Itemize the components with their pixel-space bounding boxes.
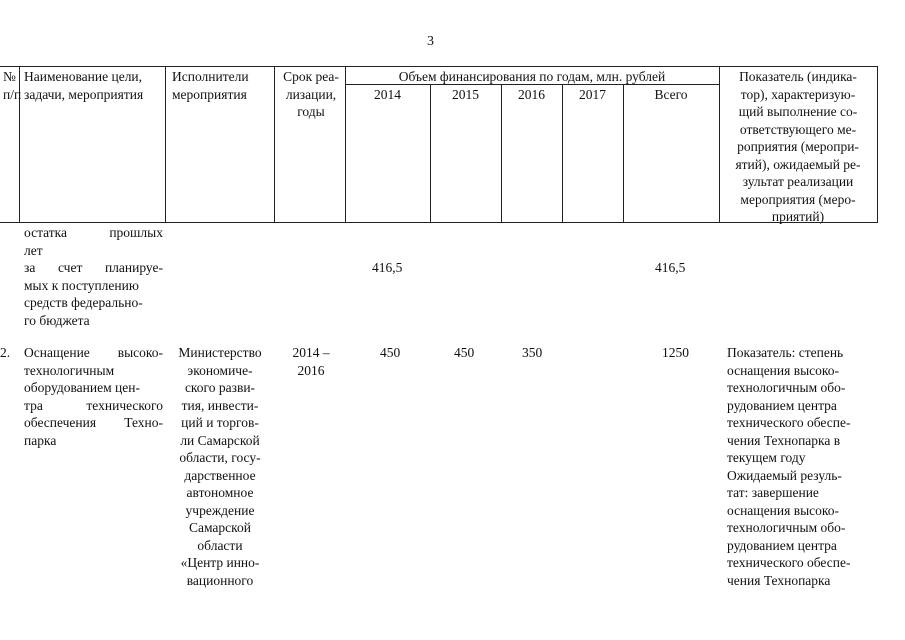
header-num: № п/п: [3, 69, 22, 102]
continuation-2014: 416,5: [372, 260, 403, 275]
header-total: Всего: [654, 87, 688, 102]
header-name: Наименование цели, задачи, мероприятия: [24, 69, 144, 102]
header-year-2015: 2015: [452, 87, 479, 102]
page-number: 3: [427, 34, 434, 49]
row2-number: 2.: [0, 345, 11, 360]
header-indicator: Показатель (индика- тор), характеризую- щий выполнение со- ответствующего ме- роприятия (меропри- ятий), ожидаемый ре- зультат реализации мероприятия (меро- приятий): [735, 69, 861, 224]
row2-2016: 350: [522, 345, 543, 360]
row2-indicator: Показатель: степень оснащения высоко- технологичным обо- рудованием центра технического обеспе- чения Технопарка в текущем году Ожидаемый резуль- тат: завершение оснащения высоко- технологичным обо- рудованием центра технического обеспе- чения Технопарка: [727, 345, 851, 588]
header-year-2017: 2017: [579, 87, 606, 102]
header-year-2014: 2014: [374, 87, 401, 102]
row2-2014: 450: [380, 345, 401, 360]
row2-name: Оснащение высоко- технологичным оборудованием цен- тра технического обеспечения Техно- парка: [24, 345, 163, 448]
row2-term: 2014 – 2016: [292, 345, 330, 378]
header-finance: Объем финансирования по годам, млн. рублей: [398, 69, 666, 84]
header-term: Срок реа- лизации, годы: [283, 69, 339, 119]
continuation-total: 416,5: [655, 260, 686, 275]
header-year-2016: 2016: [518, 87, 545, 102]
row2-total: 1250: [662, 345, 689, 360]
row2-executors: Министерство экономиче- ского разви- тия, инвести- ций и торгов- ли Самарской области, госу- дарственное автономное учреждение Самарской области «Центр инно- вационного: [178, 345, 262, 588]
continuation-name: остатка прошлых лет за счет планируе- мых к поступлению средств федерально- го бюджета: [24, 225, 163, 328]
header-executors: Исполнители мероприятия: [172, 69, 249, 102]
row2-2015: 450: [454, 345, 475, 360]
